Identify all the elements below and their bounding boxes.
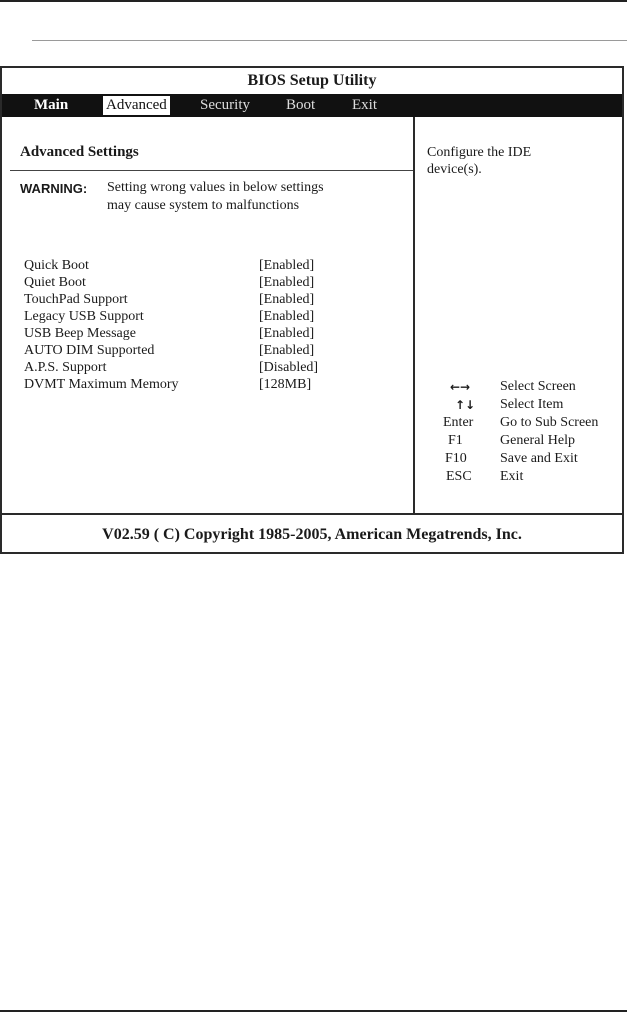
setting-label: AUTO DIM Supported — [24, 343, 155, 358]
setting-label: TouchPad Support — [24, 292, 128, 307]
setting-value[interactable]: [Enabled] — [259, 326, 315, 341]
copyright-footer: V02.59 ( C) Copyright 1985-2005, American Megatrends, Inc. — [2, 513, 622, 554]
key-action: Exit — [500, 469, 524, 484]
key-name: F10 — [445, 451, 467, 466]
bios-title: BIOS Setup Utility — [247, 72, 377, 89]
setting-aps-support[interactable] — [24, 360, 404, 377]
help-text-line2: device(s). — [427, 162, 482, 177]
bios-window — [0, 66, 624, 554]
setting-label: A.P.S. Support — [24, 360, 107, 375]
tab-main[interactable]: Main — [34, 97, 69, 113]
setting-quiet-boot[interactable] — [24, 275, 404, 292]
header-rule — [32, 40, 627, 41]
tab-exit[interactable]: Exit — [352, 97, 377, 113]
setting-dvmt-maximum-memory[interactable] — [24, 377, 404, 394]
setting-touchpad-support[interactable] — [24, 292, 404, 309]
setting-quick-boot[interactable] — [24, 258, 404, 275]
warning-text-line2: may cause system to malfunctions — [107, 198, 300, 213]
warning-label: WARNING: — [20, 181, 88, 196]
help-pane — [413, 117, 624, 513]
key-action: Select Item — [500, 397, 564, 412]
warning-text-line1: Setting wrong values in below settings — [107, 180, 324, 195]
key-action: Save and Exit — [500, 451, 578, 466]
top-rule — [0, 0, 627, 2]
setting-value[interactable]: [Enabled] — [259, 258, 315, 273]
settings-pane — [2, 117, 413, 513]
setting-value[interactable]: [Enabled] — [259, 309, 315, 324]
setting-label: Quiet Boot — [24, 275, 86, 290]
tab-advanced[interactable]: Advanced — [102, 95, 171, 116]
setting-value[interactable]: [Disabled] — [259, 360, 319, 375]
key-name: Enter — [443, 415, 474, 430]
up-down-arrows-icon: ↑↓ — [455, 398, 476, 412]
section-title: Advanced Settings — [20, 144, 139, 160]
setting-usb-beep-message[interactable] — [24, 326, 404, 343]
setting-label: DVMT Maximum Memory — [24, 377, 179, 392]
key-action: Select Screen — [500, 379, 576, 394]
tab-security[interactable]: Security — [200, 97, 250, 113]
key-name: F1 — [448, 433, 463, 448]
key-name: ESC — [446, 469, 472, 484]
setting-legacy-usb-support[interactable] — [24, 309, 404, 326]
section-divider — [10, 170, 413, 171]
setting-value[interactable]: [128MB] — [259, 377, 312, 392]
bottom-rule — [0, 1010, 627, 1012]
help-text-line1: Configure the IDE — [427, 145, 532, 160]
setting-label: USB Beep Message — [24, 326, 136, 341]
setting-value[interactable]: [Enabled] — [259, 275, 315, 290]
left-right-arrows-icon: ←→ — [450, 380, 471, 394]
setting-label: Quick Boot — [24, 258, 89, 273]
setting-value[interactable]: [Enabled] — [259, 292, 315, 307]
key-action: General Help — [500, 433, 576, 448]
key-action: Go to Sub Screen — [500, 415, 599, 430]
setting-auto-dim-supported[interactable] — [24, 343, 404, 360]
setting-label: Legacy USB Support — [24, 309, 144, 324]
tab-boot[interactable]: Boot — [286, 97, 316, 113]
menu-bar — [2, 94, 622, 117]
setting-value[interactable]: [Enabled] — [259, 343, 315, 358]
